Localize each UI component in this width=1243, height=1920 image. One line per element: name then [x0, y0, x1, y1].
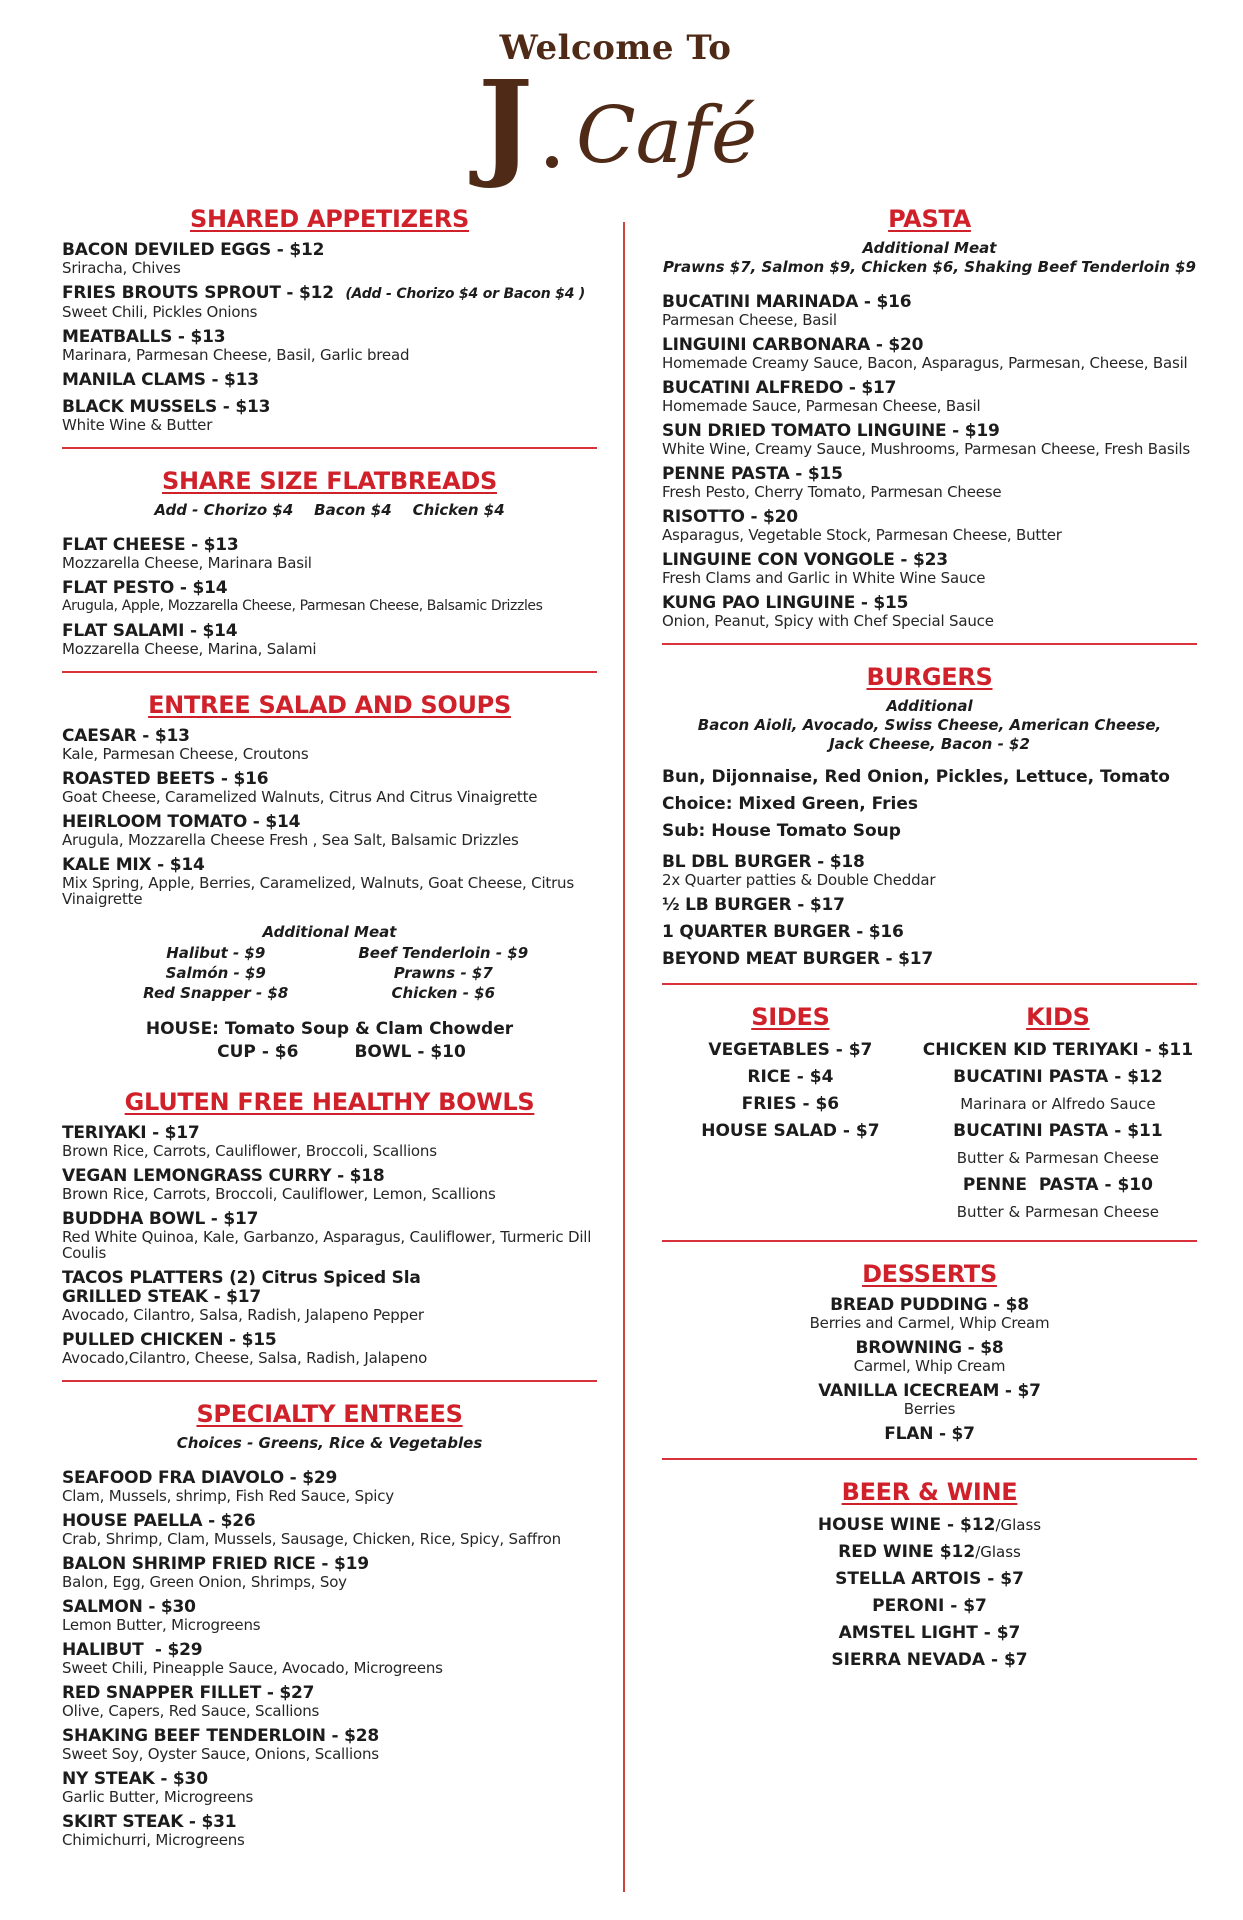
section-healthy-bowls [62, 1088, 597, 1366]
item-name: HOUSE PAELLA - $26 [62, 1511, 256, 1531]
section-divider [62, 447, 597, 449]
menu-item [62, 1512, 597, 1547]
item-name: MEATBALLS - $13 [62, 327, 226, 347]
menu-item [62, 1331, 597, 1366]
kids-item: BUCATINI PASTA - $12 [953, 1067, 1163, 1087]
menu-item [62, 1641, 597, 1676]
section-note: Add - Chorizo $4 Bacon $4 Chicken $4 [154, 501, 505, 519]
item-desc: Chimichurri, Microgreens [62, 1831, 245, 1849]
item-name: FLAT PESTO - $14 [62, 578, 228, 598]
menu-item [62, 622, 597, 657]
item-name: BUDDHA BOWL - $17 [62, 1209, 259, 1229]
menu-item [62, 371, 597, 390]
additional-meat-list [102, 944, 557, 1002]
item-desc: Asparagus, Vegetable Stock, Parmesan Cheese, Butter [662, 526, 1062, 544]
menu-item [662, 422, 1197, 457]
section-note: Additional [886, 697, 973, 715]
item-desc: Crab, Shrimp, Clam, Mussels, Sausage, Chicken, Rice, Spicy, Saffron [62, 1530, 561, 1548]
cup-price: CUP - $6 [217, 1042, 299, 1062]
cafe-logo [0, 56, 1243, 192]
item-desc: Berries [903, 1400, 956, 1418]
menu-item [62, 770, 597, 805]
item-desc: Arugula, Apple, Mozzarella Cheese, Parmesan Cheese, Balsamic Drizzles [62, 598, 543, 614]
item-name: CAESAR - $13 [62, 726, 190, 746]
burger-base-line: Sub: House Tomato Soup [662, 821, 901, 841]
menu-item [62, 1598, 597, 1633]
burger-base-line: Choice: Mixed Green, Fries [662, 794, 918, 814]
menu-item [62, 1770, 597, 1805]
item-desc: 2x Quarter patties & Double Cheddar [662, 871, 936, 889]
menu-item [662, 950, 1197, 969]
kids-item-desc: Marinara or Alfredo Sauce [960, 1095, 1156, 1113]
item-name: BUCATINI MARINADA - $16 [662, 292, 912, 312]
item-name: FLAT SALAMI - $14 [62, 621, 238, 641]
section-burgers [662, 663, 1197, 969]
menu-item [662, 379, 1197, 414]
item-desc: White Wine, Creamy Sauce, Mushrooms, Parmesan Cheese, Fresh Basils [662, 440, 1191, 458]
item-desc: Brown Rice, Carrots, Broccoli, Cauliflower, Lemon, Scallions [62, 1185, 496, 1203]
item-name: SALMON - $30 [62, 1597, 196, 1617]
item-name: RED SNAPPER FILLET - $27 [62, 1683, 315, 1703]
menu-item [62, 1555, 597, 1590]
tacos-title: TACOS PLATTERS (2) Citrus Spiced Sla [62, 1268, 421, 1288]
item-name: SUN DRIED TOMATO LINGUINE - $19 [662, 421, 1000, 441]
item-name: BEYOND MEAT BURGER - $17 [662, 949, 933, 969]
section-title: ENTREE SALAD AND SOUPS [148, 691, 511, 719]
section-divider [662, 1458, 1197, 1460]
item-desc: White Wine & Butter [62, 416, 213, 434]
item-desc: Kale, Parmesan Cheese, Croutons [62, 745, 309, 763]
menu-item [662, 336, 1197, 371]
additional-meat-title: Additional Meat [262, 923, 397, 941]
side-item: VEGETABLES - $7 [708, 1040, 873, 1060]
item-desc: Lemon Butter, Microgreens [62, 1616, 261, 1634]
item-name: BLACK MUSSELS - $13 [62, 397, 271, 417]
section-beer-wine [662, 1478, 1197, 1674]
menu-item [62, 579, 597, 614]
item-name: BROWNING - $8 [855, 1338, 1004, 1358]
item-name: KALE MIX - $14 [62, 855, 205, 875]
item-desc: Mozzarella Cheese, Marina, Salami [62, 640, 317, 658]
menu-header [0, 28, 1243, 192]
item-desc: Fresh Pesto, Cherry Tomato, Parmesan Cheese [662, 483, 1002, 501]
menu-item [62, 398, 597, 433]
bowl-price: BOWL - $10 [354, 1042, 466, 1062]
logo-dot [546, 156, 558, 168]
item-name: VANILLA ICECREAM - $7 [818, 1381, 1041, 1401]
item-desc: Red White Quinoa, Kale, Garbanzo, Asparagus, Cauliflower, Turmeric Dill Coulis [62, 1228, 592, 1262]
item-name: LINGUINI CARBONARA - $20 [662, 335, 924, 355]
section-title: PASTA [888, 205, 971, 233]
menu-item [62, 1469, 597, 1504]
menu-item [62, 1813, 597, 1848]
section-note: Jack Cheese, Bacon - $2 [829, 735, 1030, 753]
item-name: PULLED CHICKEN - $15 [62, 1330, 277, 1350]
menu-item [662, 465, 1197, 500]
section-title: BEER & WINE [841, 1478, 1018, 1506]
meat-option: Chicken - $6 [391, 984, 496, 1002]
menu-item [662, 508, 1197, 543]
menu-item [662, 594, 1197, 629]
section-title: KIDS [1026, 1003, 1090, 1031]
item-desc: Sweet Soy, Oyster Sauce, Onions, Scallions [62, 1745, 379, 1763]
drink-name: RED WINE $12 [838, 1542, 976, 1562]
item-desc: Parmesan Cheese, Basil [662, 311, 837, 329]
meat-option: Salmón - $9 [165, 964, 266, 982]
section-divider [62, 671, 597, 673]
house-soup: HOUSE: Tomato Soup & Clam Chowder [145, 1019, 514, 1039]
item-addon: (Add - Chorizo $4 or Bacon $4 ) [345, 286, 586, 302]
item-desc: Carmel, Whip Cream [853, 1357, 1006, 1375]
dessert-item [662, 1339, 1197, 1374]
item-desc: Onion, Peanut, Spicy with Chef Special Sauce [662, 612, 994, 630]
section-title: SIDES [751, 1003, 830, 1031]
item-name: ROASTED BEETS - $16 [62, 769, 269, 789]
item-name: BL DBL BURGER - $18 [662, 852, 865, 872]
section-title: SHARE SIZE FLATBREADS [162, 467, 497, 495]
menu-item [62, 1269, 597, 1323]
item-name: TERIYAKI - $17 [62, 1123, 200, 1143]
side-item: FRIES - $6 [741, 1094, 840, 1114]
item-desc: Homemade Creamy Sauce, Bacon, Asparagus, Parmesan, Cheese, Basil [662, 354, 1188, 372]
item-name: ½ LB BURGER - $17 [662, 895, 845, 915]
logo-j: J [478, 56, 533, 192]
dessert-item [662, 1425, 1197, 1444]
menu-item [62, 813, 597, 848]
item-name: FLAT CHEESE - $13 [62, 535, 239, 555]
item-name: SEAFOOD FRA DIAVOLO - $29 [62, 1468, 338, 1488]
item-name: KUNG PAO LINGUINE - $15 [662, 593, 909, 613]
item-name: VEGAN LEMONGRASS CURRY - $18 [62, 1166, 385, 1186]
item-name: SKIRT STEAK - $31 [62, 1812, 237, 1832]
section-title: DESSERTS [862, 1260, 997, 1288]
section-note: Prawns $7, Salmon $9, Chicken $6, Shaking Beef Tenderloin $9 [663, 258, 1196, 276]
item-desc: Sweet Chili, Pickles Onions [62, 303, 258, 321]
item-name: BREAD PUDDING - $8 [830, 1295, 1029, 1315]
section-salads-soups [62, 691, 597, 1062]
item-desc: Olive, Capers, Red Sauce, Scallions [62, 1702, 320, 1720]
drink-item: AMSTEL LIGHT - $7 [838, 1623, 1021, 1643]
section-divider [662, 983, 1197, 985]
left-column [62, 205, 597, 1848]
section-note: Additional Meat [862, 239, 997, 257]
drink-item: STELLA ARTOIS - $7 [835, 1569, 1024, 1589]
item-desc: Sweet Chili, Pineapple Sauce, Avocado, Microgreens [62, 1659, 443, 1677]
kids-item-desc: Butter & Parmesan Cheese [956, 1149, 1160, 1167]
item-name: NY STEAK - $30 [62, 1769, 208, 1789]
burger-base-line: Bun, Dijonnaise, Red Onion, Pickles, Lettuce, Tomato [662, 767, 1170, 787]
menu-item [62, 536, 597, 571]
section-desserts [662, 1260, 1197, 1444]
item-desc: Mix Spring, Apple, Berries, Caramelized, Walnuts, Goat Cheese, Citrus Vinaigrette [62, 874, 574, 908]
section-flatbreads [62, 467, 597, 657]
section-shared-appetizers [62, 205, 597, 433]
section-kids [919, 1003, 1197, 1226]
column-divider [623, 222, 625, 1892]
item-name: RISOTTO - $20 [662, 507, 798, 527]
meat-option: Red Snapper - $8 [143, 984, 289, 1002]
item-desc: Marinara, Parmesan Cheese, Basil, Garlic bread [62, 346, 410, 364]
section-title: SHARED APPETIZERS [189, 205, 469, 233]
item-desc: Brown Rice, Carrots, Cauliflower, Broccoli, Scallions [62, 1142, 437, 1160]
item-name: BACON DEVILED EGGS - $12 [62, 240, 325, 260]
item-desc: Homemade Sauce, Parmesan Cheese, Basil [662, 397, 981, 415]
meat-option: Halibut - $9 [166, 944, 266, 962]
item-desc: Mozzarella Cheese, Marinara Basil [62, 554, 312, 572]
menu-item [62, 284, 597, 320]
section-divider [662, 1240, 1197, 1242]
item-name: GRILLED STEAK - $17 [62, 1287, 262, 1307]
drink-item: PERONI - $7 [872, 1596, 987, 1616]
section-pasta [662, 205, 1197, 629]
side-item: RICE - $4 [747, 1067, 834, 1087]
item-name: HEIRLOOM TOMATO - $14 [62, 812, 301, 832]
item-name: PENNE PASTA - $15 [662, 464, 843, 484]
section-note: Bacon Aioli, Avocado, Swiss Cheese, American Cheese, [697, 716, 1162, 734]
item-name: BUCATINI ALFREDO - $17 [662, 378, 897, 398]
menu-item [62, 328, 597, 363]
menu-item [662, 896, 1197, 915]
drink-item [662, 1539, 1197, 1566]
item-desc: Avocado,Cilantro, Cheese, Salsa, Radish, Jalapeno [62, 1349, 428, 1367]
logo-cafe: Café [576, 91, 758, 181]
section-title: GLUTEN FREE HEALTHY BOWLS [124, 1088, 535, 1116]
item-name: LINGUINE CON VONGOLE - $23 [662, 550, 948, 570]
menu-item [662, 293, 1197, 328]
item-desc: Balon, Egg, Green Onion, Shrimps, Soy [62, 1573, 347, 1591]
item-desc: Sriracha, Chives [62, 259, 181, 277]
menu-item [662, 551, 1197, 586]
item-name: BALON SHRIMP FRIED RICE - $19 [62, 1554, 369, 1574]
menu-item [62, 1727, 597, 1762]
kids-item: BUCATINI PASTA - $11 [953, 1121, 1163, 1141]
drink-name: HOUSE WINE - $12 [817, 1515, 996, 1535]
kids-item: CHICKEN KID TERIYAKI - $11 [922, 1040, 1194, 1060]
drink-item: SIERRA NEVADA - $7 [831, 1650, 1028, 1670]
sides-and-kids [662, 1003, 1197, 1226]
item-desc: Garlic Butter, Microgreens [62, 1788, 254, 1806]
section-title: BURGERS [866, 663, 993, 691]
dessert-item [662, 1382, 1197, 1417]
kids-item-desc: Butter & Parmesan Cheese [956, 1203, 1160, 1221]
menu-item [662, 923, 1197, 942]
item-desc: Clam, Mussels, shrimp, Fish Red Sauce, Spicy [62, 1487, 394, 1505]
item-desc: Goat Cheese, Caramelized Walnuts, Citrus And Citrus Vinaigrette [62, 788, 538, 806]
menu-item [62, 1210, 597, 1261]
item-name: FLAN - $7 [884, 1424, 975, 1444]
meat-option: Prawns - $7 [393, 964, 493, 982]
right-column [662, 205, 1197, 1674]
section-specialty-entrees [62, 1400, 597, 1848]
item-name: HALIBUT - $29 [62, 1640, 203, 1660]
item-desc: Avocado, Cilantro, Salsa, Radish, Jalapeno Pepper [62, 1306, 424, 1324]
drink-unit: /Glass [995, 1516, 1042, 1534]
menu-item [62, 241, 597, 276]
item-desc: Berries and Carmel, Whip Cream [809, 1314, 1050, 1332]
item-name: MANILA CLAMS - $13 [62, 370, 259, 390]
item-desc: Fresh Clams and Garlic in White Wine Sauce [662, 569, 986, 587]
section-sides [662, 1003, 919, 1226]
item-name: SHAKING BEEF TENDERLOIN - $28 [62, 1726, 380, 1746]
menu-item [62, 1684, 597, 1719]
section-note: Choices - Greens, Rice & Vegetables [176, 1434, 483, 1452]
menu-item [62, 856, 597, 907]
item-desc: Arugula, Mozzarella Cheese Fresh , Sea Salt, Balsamic Drizzles [62, 831, 519, 849]
section-title: SPECIALTY ENTREES [196, 1400, 463, 1428]
dessert-item [662, 1296, 1197, 1331]
drink-unit: /Glass [975, 1543, 1021, 1561]
drink-item [662, 1512, 1197, 1539]
menu-item [662, 853, 1197, 888]
menu-item [62, 727, 597, 762]
side-item: HOUSE SALAD - $7 [701, 1121, 880, 1141]
soup-sizes [86, 1042, 597, 1062]
item-name-text: FRIES BROUTS SPROUT - $12 [62, 283, 334, 303]
item-name: 1 QUARTER BURGER - $16 [662, 922, 904, 942]
kids-item: PENNE PASTA - $10 [962, 1175, 1153, 1195]
section-divider [662, 643, 1197, 645]
section-divider [62, 1380, 597, 1382]
burger-includes [662, 764, 1197, 845]
meat-option: Beef Tenderloin - $9 [358, 944, 529, 962]
item-name [62, 284, 597, 304]
welcome-heading: Welcome To [499, 28, 732, 68]
menu-item [62, 1167, 597, 1202]
menu-item [62, 1124, 597, 1159]
